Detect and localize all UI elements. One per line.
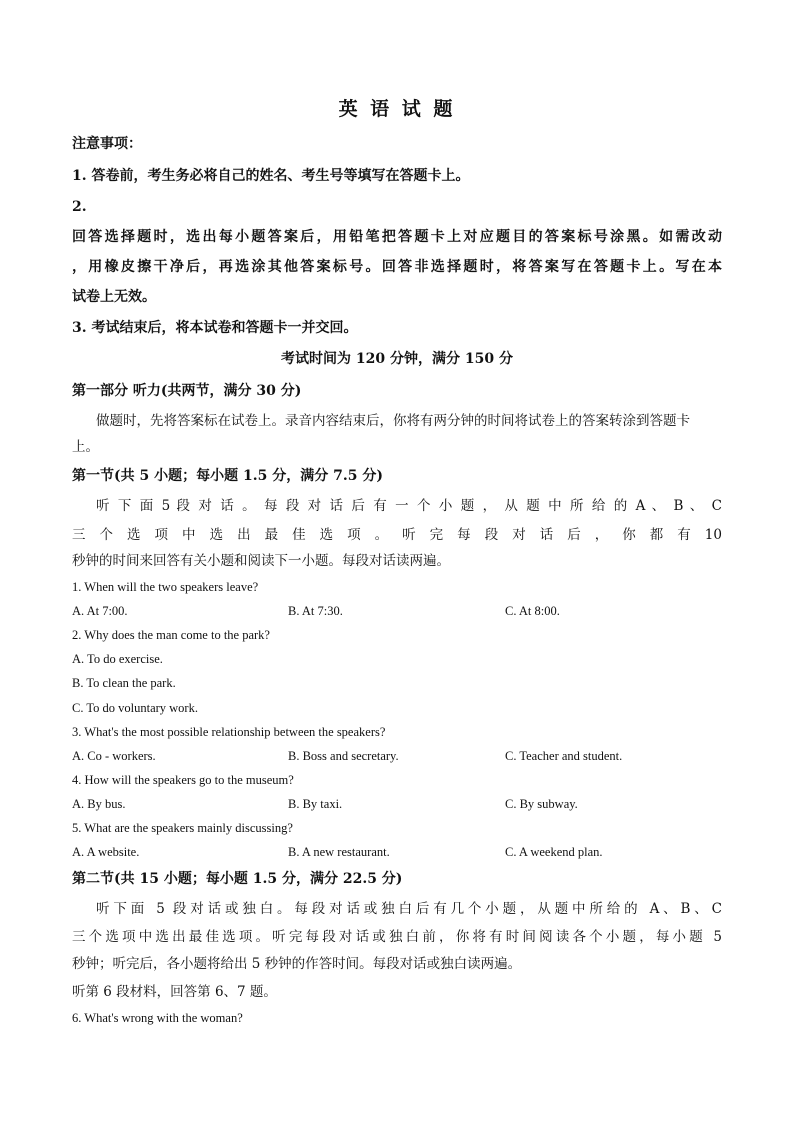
- exam-time-info: 考试时间为 120 分钟，满分 150 分: [281, 351, 513, 367]
- section2-instruction-line-1: 听下面 5 段对话或独白。每段对话或独白后有几个小题，从题中所给的 A、B、C: [96, 901, 722, 917]
- notice-heading: 注意事项：: [72, 136, 142, 152]
- option-b: B. At 7:30.: [288, 604, 343, 618]
- question-2-option-a: A. To do exercise.: [72, 652, 163, 666]
- option-a: A. Co - workers.: [72, 749, 156, 763]
- question-1: 1. When will the two speakers leave?: [72, 580, 259, 594]
- option-b: B. A new restaurant.: [288, 845, 390, 859]
- notice-item-2-line-3: 试卷上无效。: [72, 289, 156, 305]
- question-5-options: [72, 841, 722, 863]
- question-3-options: [72, 745, 722, 767]
- section1-instruction-line-2: 三 个 选 项 中 选 出 最 佳 选 项 。 听 完 每 段 对 话 后 ， 你 都 有 10: [72, 527, 722, 543]
- notice-item-3: 3. 考试结束后，将本试卷和答题卡一并交回。: [72, 320, 358, 336]
- material-6-instruction: 听第 6 段材料，回答第 6、7 题。: [72, 984, 277, 1000]
- question-4: 4. How will the speakers go to the museum?: [72, 773, 294, 787]
- option-b: B. By taxi.: [288, 797, 343, 811]
- question-2: 2. Why does the man come to the park?: [72, 628, 270, 642]
- option-c: C. By subway.: [505, 797, 578, 811]
- option-b: B. Boss and secretary.: [288, 749, 399, 763]
- notice-item-2-number: 2.: [72, 199, 87, 215]
- question-5: 5. What are the speakers mainly discussing?: [72, 821, 293, 835]
- section2-heading: 第二节(共 15 小题；每小题 1.5 分，满分 22.5 分): [72, 871, 403, 887]
- question-6: 6. What's wrong with the woman?: [72, 1011, 243, 1025]
- option-c: C. Teacher and student.: [505, 749, 623, 763]
- question-4-options: [72, 793, 722, 815]
- section1-instruction-line-3: 秒钟的时间来回答有关小题和阅读下一小题。每段对话读两遍。: [72, 553, 450, 569]
- notice-item-2-line-1: 回答选择题时，选出每小题答案后，用铅笔把答题卡上对应题目的答案标号涂黑。如需改动: [72, 229, 722, 245]
- section2-instruction-line-3: 秒钟；听完后，各小题将给出 5 秒钟的作答时间。每段对话或独白读两遍。: [72, 956, 522, 972]
- question-3: 3. What's the most possible relationship between the speakers?: [72, 725, 386, 739]
- page-title: 英 语 试 题: [338, 98, 456, 120]
- option-a: A. By bus.: [72, 797, 126, 811]
- part1-intro-line-2: 上。: [72, 439, 99, 455]
- section1-heading: 第一节(共 5 小题；每小题 1.5 分，满分 7.5 分): [72, 468, 383, 484]
- option-c: C. At 8:00.: [505, 604, 560, 618]
- notice-item-2-line-2: ，用橡皮擦干净后，再选涂其他答案标号。回答非选择题时，将答案写在答题卡上。写在本: [72, 259, 722, 275]
- section2-instruction-line-2: 三个选项中选出最佳选项。听完每段对话或独白前，你将有时间阅读各个小题，每小题 5: [72, 929, 722, 945]
- option-a: A. At 7:00.: [72, 604, 128, 618]
- notice-item-1: 1. 答卷前，考生务必将自己的姓名、考生号等填写在答题卡上。: [72, 168, 470, 184]
- question-1-options: [72, 600, 722, 622]
- option-a: A. A website.: [72, 845, 140, 859]
- option-c: C. A weekend plan.: [505, 845, 603, 859]
- question-2-option-b: B. To clean the park.: [72, 676, 176, 690]
- part1-heading: 第一部分 听力(共两节，满分 30 分): [72, 383, 302, 399]
- section1-instruction-line-1: 听 下 面 5 段 对 话 。 每 段 对 话 后 有 一 个 小 题 ， 从 题 中 所 给 的 A 、 B 、 C: [96, 498, 722, 514]
- question-2-option-c: C. To do voluntary work.: [72, 701, 198, 715]
- part1-intro-line-1: 做题时，先将答案标在试卷上。录音内容结束后，你将有两分钟的时间将试卷上的答案转涂到答题卡: [96, 413, 690, 429]
